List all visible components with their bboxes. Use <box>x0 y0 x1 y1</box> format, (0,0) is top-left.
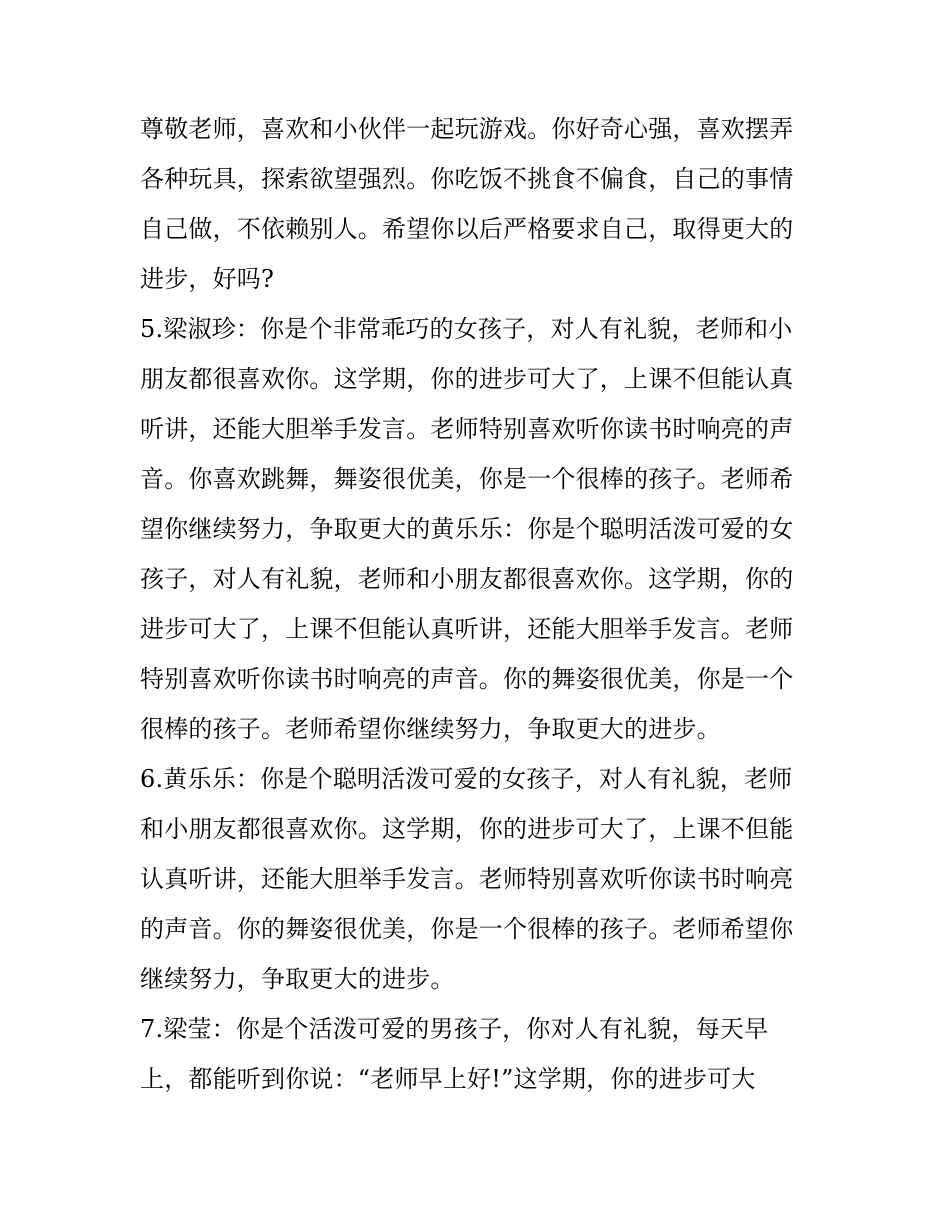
text-line: 6.黄乐乐：你是个聪明活泼可爱的女孩子，对人有礼貌，老师 <box>140 765 793 793</box>
text-line: 自己做，不依赖别人。希望你以后严格要求自己，取得更大的 <box>140 215 794 243</box>
text-line: 进步可大了，上课不但能认真听讲，还能大胆举手发言。老师 <box>140 615 794 643</box>
text-line: 很棒的孩子。老师希望你继续努力，争取更大的进步。 <box>140 715 721 743</box>
text-line: 望你继续努力，争取更大的黄乐乐：你是个聪明活泼可爱的女 <box>140 515 794 543</box>
text-line: 7.梁莹：你是个活泼可爱的男孩子，你对人有礼貌，每天早 <box>140 1015 769 1043</box>
text-line: 孩子，对人有礼貌，老师和小朋友都很喜欢你。这学期，你的 <box>140 565 794 593</box>
text-line: 和小朋友都很喜欢你。这学期，你的进步可大了，上课不但能 <box>140 815 794 843</box>
text-line: 听讲，还能大胆举手发言。老师特别喜欢听你读书时响亮的声 <box>140 415 794 443</box>
text-line: 的声音。你的舞姿很优美，你是一个很棒的孩子。老师希望你 <box>140 915 794 943</box>
text-line: 尊敬老师，喜欢和小伙伴一起玩游戏。你好奇心强，喜欢摆弄 <box>140 115 794 143</box>
text-line: 继续努力，争取更大的进步。 <box>140 965 455 993</box>
text-line: 上，都能听到你说：“老师早上好!”这学期，你的进步可大 <box>140 1065 756 1093</box>
text-line: 进步，好吗? <box>140 265 275 293</box>
text-line: 特别喜欢听你读书时响亮的声音。你的舞姿很优美，你是一个 <box>140 665 794 693</box>
text-line: 各种玩具，探索欲望强烈。你吃饭不挑食不偏食，自己的事情 <box>140 165 794 193</box>
document-body <box>140 104 820 1104</box>
text-line: 朋友都很喜欢你。这学期，你的进步可大了，上课不但能认真 <box>140 365 794 393</box>
text-line: 音。你喜欢跳舞，舞姿很优美，你是一个很棒的孩子。老师希 <box>140 465 794 493</box>
text-line: 5.梁淑珍：你是个非常乖巧的女孩子，对人有礼貌，老师和小 <box>140 315 793 343</box>
text-line: 认真听讲，还能大胆举手发言。老师特别喜欢听你读书时响亮 <box>140 865 794 893</box>
